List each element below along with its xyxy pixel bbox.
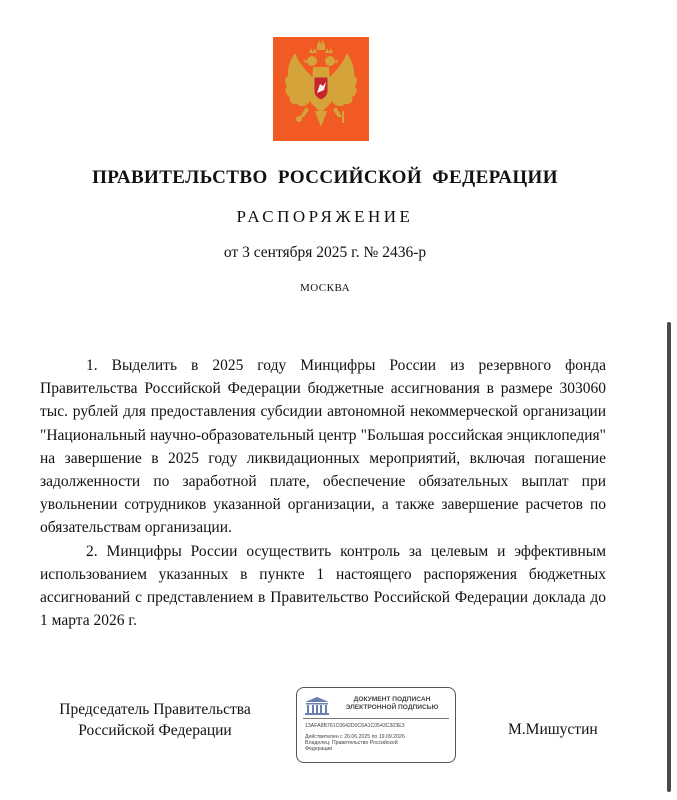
stamp-divider [303, 718, 449, 719]
signatory-position [40, 699, 270, 741]
signatory-position-line1: Председатель Правительства [59, 701, 251, 718]
document-date-number: от 3 сентября 2025 г. № 2436-р [223, 244, 427, 261]
document-body [40, 354, 606, 632]
stamp-certificate: 13AFA8B761C0642D0C6A1C0543C303E3 [305, 723, 405, 729]
russian-coat-of-arms-icon [273, 37, 369, 141]
government-title: ПРАВИТЕЛЬСТВО РОССИЙСКОЙ ФЕДЕРАЦИИ [92, 167, 558, 188]
coat-of-arms-emblem [273, 37, 369, 141]
document-city: МОСКВА [299, 282, 351, 294]
stamp-title-line1: ДОКУМЕНТ ПОДПИСАН [353, 696, 431, 703]
paragraph-2: 2. Минцифры России осуществить контроль за целевым и эффективным использованием указанных в пункте 1 настоящего распоряжения бюджетных ассигнований с представлением в Правительство Российской Федерации доклада до 1 марта 2026 г. [40, 542, 606, 630]
stamp-title [333, 696, 451, 712]
stamp-owner-line1: Владелец: Правительство Российской [305, 740, 398, 746]
document-type: РАСПОРЯЖЕНИЕ [236, 207, 414, 226]
signatory-position-line2: Российской Федерации [78, 722, 232, 739]
vertical-scrollbar[interactable] [667, 322, 671, 792]
signer-name: М.Мишустин [508, 721, 598, 738]
stamp-title-line2: ЭЛЕКТРОННОЙ ПОДПИСЬЮ [345, 704, 439, 711]
government-building-icon [303, 696, 331, 716]
stamp-owner-line2: Федерации [305, 746, 333, 752]
paragraph-1: 1. Выделить в 2025 году Минцифры России из резервного фонда Правительства Российской Федерации бюджетные ассигнования в размере 303060 тыс. рублей для предоставления субсидии автономной некоммерческой организации "Национальный научно-образовательный центр "Большая российская энциклопедия" на завершение в 2025 году ликвидационных мероприятий, включая погашение задолженности по заработной плате, обеспечение обязательных выплат при увольнении сотрудников указанной организации, а также завершение расчетов по обязательствам организации. [40, 357, 606, 537]
stamp-validity: Действителен с 26.06.2025 по 19.09.2026 [305, 734, 405, 740]
electronic-signature-stamp [296, 687, 456, 763]
